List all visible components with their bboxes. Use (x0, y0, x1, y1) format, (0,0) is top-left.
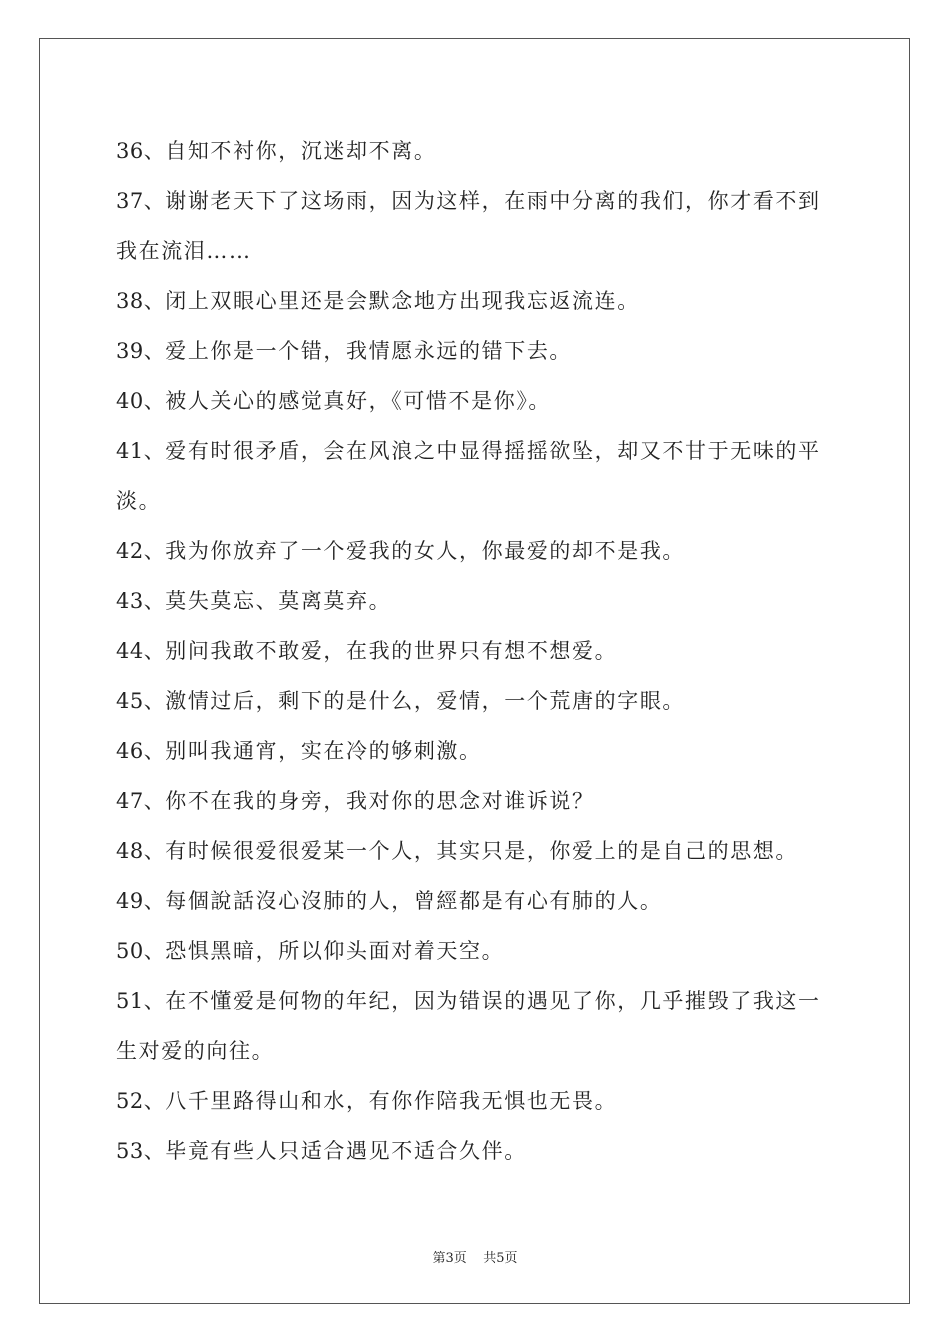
list-item (116, 1076, 841, 1126)
list-item (116, 826, 841, 876)
list-item (116, 926, 841, 976)
item-number: 52、 (116, 1089, 166, 1113)
item-number: 46、 (116, 739, 166, 763)
item-text: 我为你放弃了一个爱我的女人，你最爱的却不是我。 (165, 539, 686, 563)
list-item (116, 326, 841, 376)
page-footer (0, 1247, 950, 1266)
list-item (116, 876, 841, 926)
list-item (116, 526, 841, 576)
list-item (116, 376, 841, 426)
item-text: 有时候很爱很爱某一个人，其实只是，你爱上的是自己的思想。 (165, 839, 799, 863)
list-item (116, 276, 841, 326)
item-number: 40、 (116, 389, 166, 413)
item-text: 八千里路得山和水，有你作陪我无惧也无畏。 (165, 1089, 618, 1113)
item-text: 别叫我通宵，实在冷的够刺激。 (165, 739, 482, 763)
list-item (116, 126, 841, 176)
item-text: 爱有时很矛盾，会在风浪之中显得摇摇欲坠，却又不甘于无味的平淡。 (116, 439, 821, 513)
item-text: 每個說話沒心沒肺的人，曾經都是有心有肺的人。 (165, 889, 663, 913)
item-number: 41、 (116, 439, 166, 463)
page-number: 第3页 (432, 1251, 467, 1266)
item-text: 自知不衬你，沉迷却不离。 (165, 139, 437, 163)
item-number: 45、 (116, 689, 166, 713)
item-text: 莫失莫忘、莫离莫弃。 (165, 589, 392, 613)
item-number: 43、 (116, 589, 166, 613)
page-total: 共5页 (483, 1251, 518, 1266)
list-item (116, 726, 841, 776)
item-number: 38、 (116, 289, 166, 313)
item-number: 48、 (116, 839, 166, 863)
item-number: 47、 (116, 789, 166, 813)
item-number: 44、 (116, 639, 166, 663)
list-item (116, 426, 841, 526)
item-text: 别问我敢不敢爱，在我的世界只有想不想爱。 (165, 639, 618, 663)
item-text: 闭上双眼心里还是会默念地方出现我忘返流连。 (165, 289, 640, 313)
list-item (116, 976, 841, 1076)
item-text: 谢谢老天下了这场雨，因为这样，在雨中分离的我们，你才看不到我在流泪…… (116, 189, 821, 263)
item-number: 50、 (116, 939, 166, 963)
list-item (116, 1126, 841, 1176)
item-text: 被人关心的感觉真好，《可惜不是你》。 (165, 389, 552, 413)
item-number: 53、 (116, 1139, 166, 1163)
list-item (116, 176, 841, 276)
list-item (116, 626, 841, 676)
item-number: 36、 (116, 139, 166, 163)
item-number: 39、 (116, 339, 166, 363)
item-text: 在不懂爱是何物的年纪，因为错误的遇见了你，几乎摧毁了我这一生对爱的向往。 (116, 989, 821, 1063)
item-number: 37、 (116, 189, 166, 213)
item-text: 爱上你是一个错，我情愿永远的错下去。 (165, 339, 573, 363)
item-number: 42、 (116, 539, 166, 563)
item-text: 恐惧黑暗，所以仰头面对着天空。 (165, 939, 505, 963)
document-body (116, 126, 841, 1176)
item-text: 激情过后，剩下的是什么，爱情，一个荒唐的字眼。 (165, 689, 686, 713)
item-text: 毕竟有些人只适合遇见不适合久伴。 (165, 1139, 527, 1163)
list-item (116, 776, 841, 826)
item-number: 51、 (116, 989, 166, 1013)
list-item (116, 576, 841, 626)
list-item (116, 676, 841, 726)
item-number: 49、 (116, 889, 166, 913)
item-text: 你不在我的身旁，我对你的思念对谁诉说？ (165, 789, 595, 813)
